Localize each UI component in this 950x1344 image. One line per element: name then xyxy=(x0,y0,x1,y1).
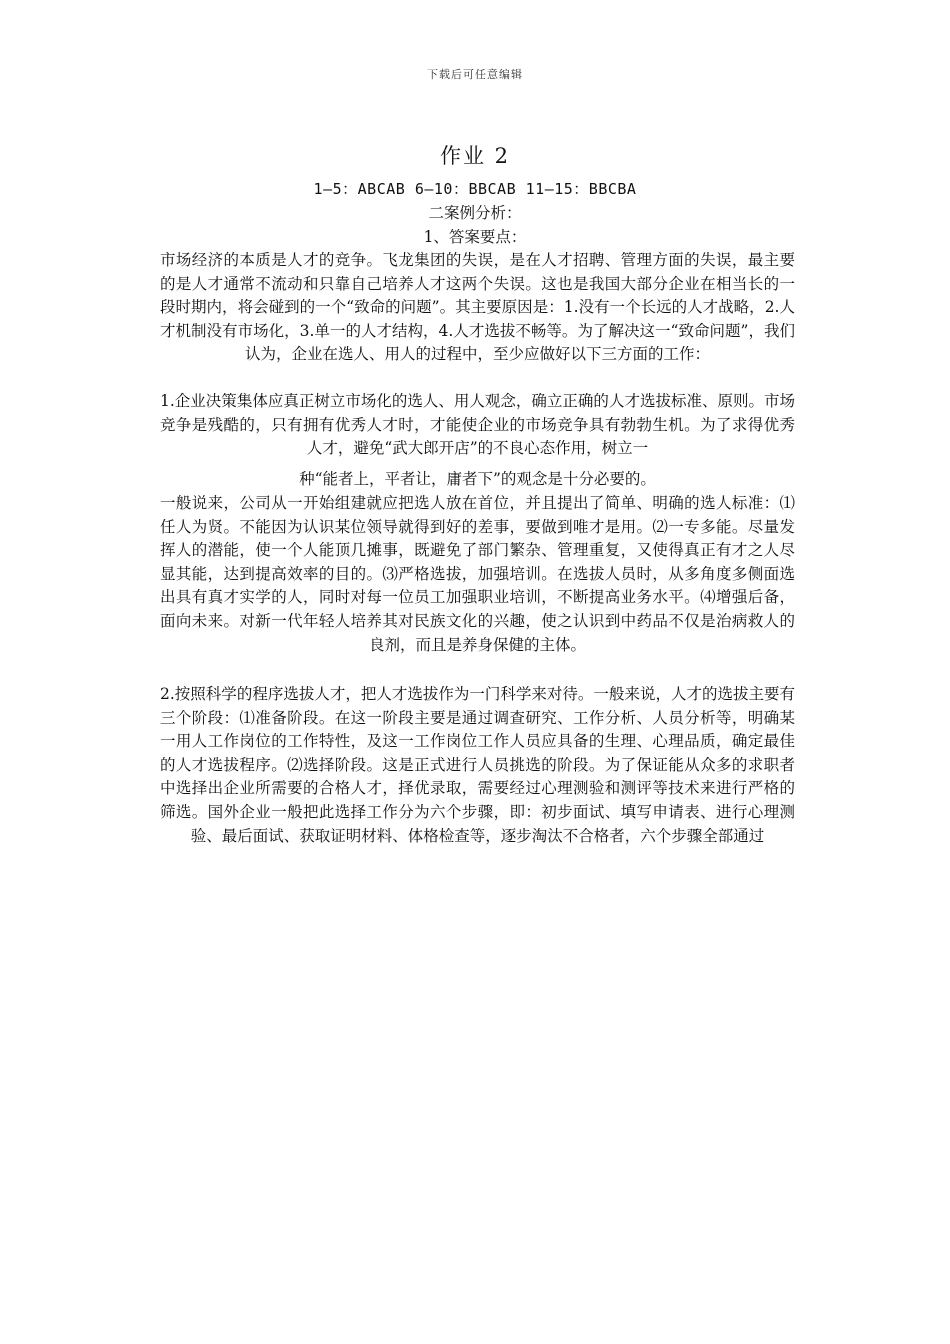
paragraph-point-1: 1.企业决策集体应真正树立市场化的选人、用人观念，确立正确的人才选拔标准、原则。市场竞争是残酷的，只有拥有优秀人才时，才能使企业的市场竞争具有勃勃生机。为了求得优秀人才，避免“武大郎开店”的不良心态作用，树立一 xyxy=(160,392,795,458)
answer-key: 1—5：ABCAB 6—10：BBCAB 11—15：BBCBA xyxy=(313,180,637,198)
paragraph-point-1-continued: 种“能者上，平者让，庸者下”的观念是十分必要的。 xyxy=(299,470,656,488)
page-header-note: 下载后可任意编辑 xyxy=(427,68,523,81)
paragraph-point-2: 2.按照科学的程序选拔人才，把人才选拔作为一门科学来对待。一般来说，人才的选拔主要有三个阶段：⑴准备阶段。在这一阶段主要是通过调查研究、工作分析、人员分析等，明确某一用人工作岗位的工作特性，及这一工作岗位工作人员应具备的生理、心理品质，确定最佳的人才选拔程序。⑵选择阶段。这是正式进行人员挑选的阶段。为了保证能从众多的求职者中选择出企业所需要的合格人才，择优录取，需要经过心理测验和测评等技术来进行严格的筛选。国外企业一般把此选择工作分为六个步骤，即：初步面试、填写申请表、进行心理测验、最后面试、获取证明材料、体格检查等，逐步淘汰不合格者，六个步骤全部通过 xyxy=(160,685,795,845)
subsection-heading: 1、答案要点： xyxy=(423,228,527,246)
section-heading: 二案例分析： xyxy=(428,204,522,222)
paragraph-selection-standards: 一般说来，公司从一开始组建就应把选人放在首位，并且提出了简单、明确的选人标准：⑴任人为贤。不能因为认识某位领导就得到好的差事，要做到唯才是用。⑵一专多能。尽量发挥人的潜能，使一个人能顶几摊事，既避免了部门繁杂、管理重复，又使得真正有才之人尽显其能，达到提高效率的目的。⑶严格选拔，加强培训。在选拔人员时，从多角度多侧面选出具有真才实学的人，同时对每一位员工加强职业培训，不断提高业务水平。⑷增强后备，面向未来。对新一代年轻人培养其对民族文化的兴趣，使之认识到中药品不仅是治病救人的良剂，而且是养身保健的主体。 xyxy=(160,494,795,654)
document-title: 作业 2 xyxy=(439,144,511,168)
paragraph-intro: 市场经济的本质是人才的竞争。飞龙集团的失误，是在人才招聘、管理方面的失误，最主要的是人才通常不流动和只靠自己培养人才这两个失误。这也是我国大部分企业在相当长的一段时期内，将会碰到的一个“致命的问题”。其主要原因是：1.没有一个长远的人才战略，2.人才机制没有市场化，3.单一的人才结构，4.人才选拔不畅等。为了解决这一“致命问题”，我们认为，企业在选人、用人的过程中，至少应做好以下三方面的工作： xyxy=(160,251,795,364)
